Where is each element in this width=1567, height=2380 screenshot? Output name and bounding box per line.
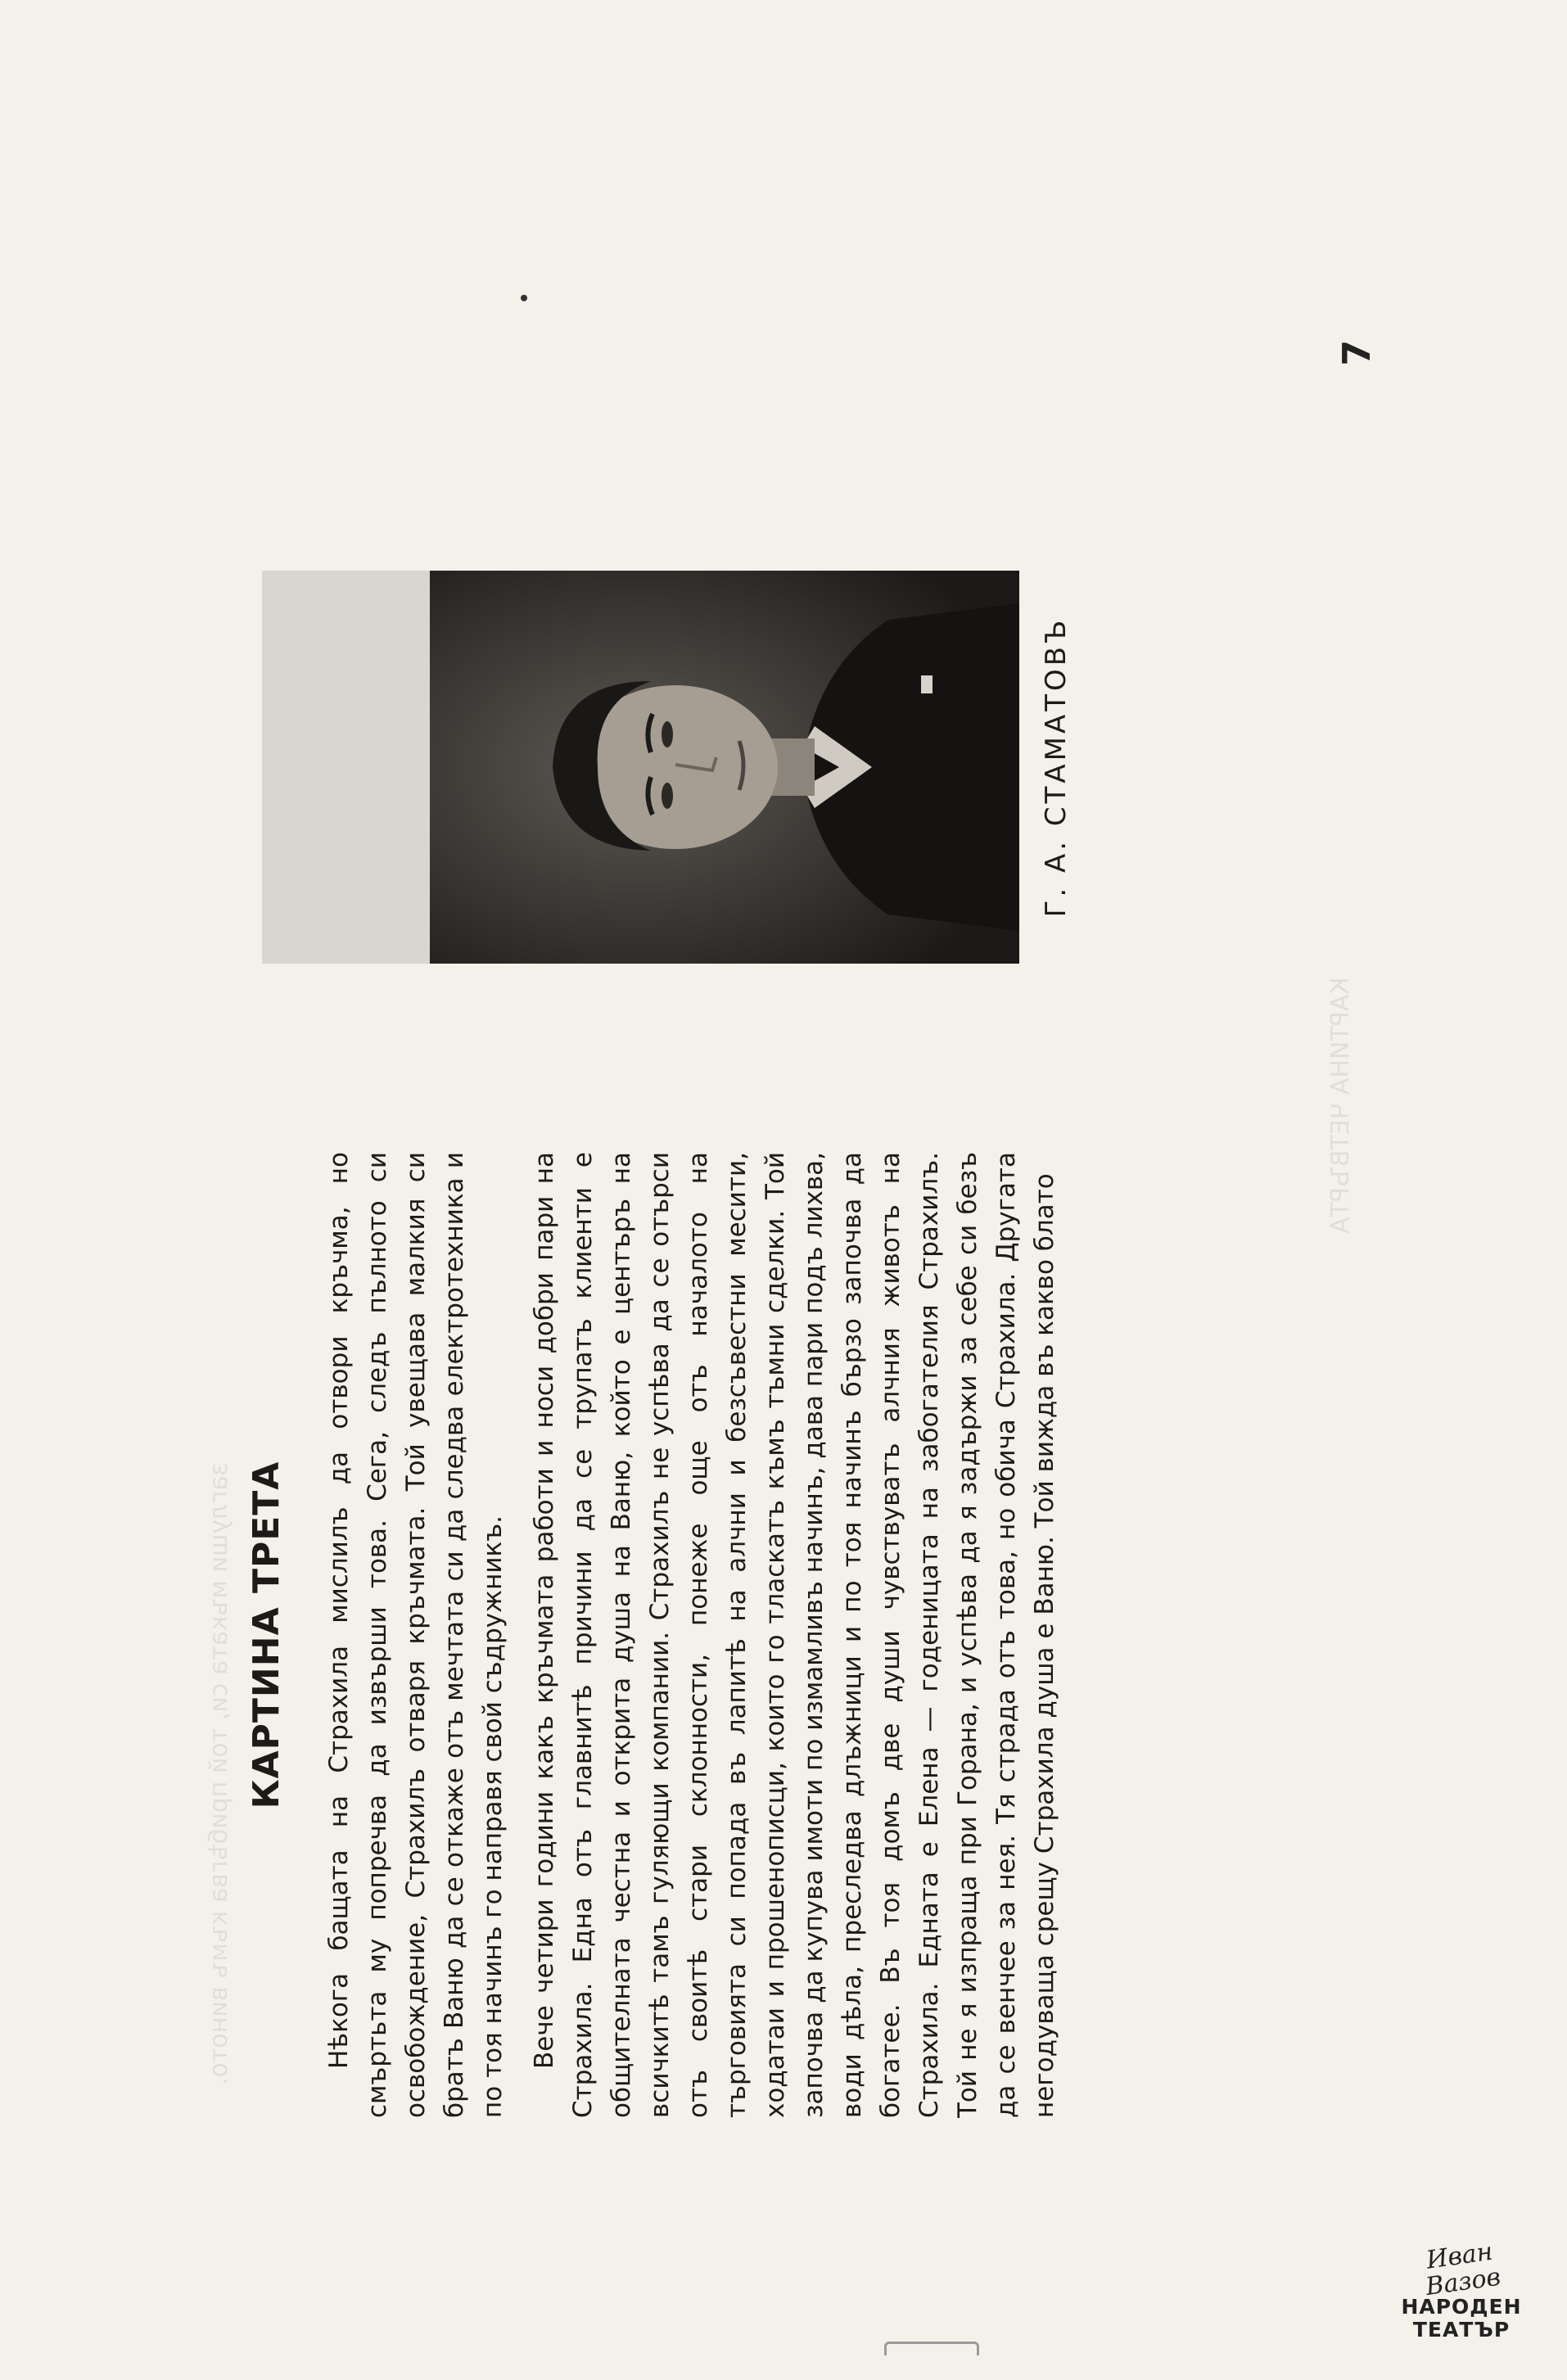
actor-portrait (430, 571, 1019, 964)
page-number: 7 (1334, 339, 1379, 366)
photo-show-through (262, 571, 430, 964)
logo-line-2: ТЕАТЪР (1412, 2318, 1511, 2342)
show-through-text: заглуши мъката си, той прибѣгва къмъ виното. (205, 1462, 233, 2085)
logo-line-1: НАРОДЕН (1401, 2295, 1522, 2319)
article-heading: КАРТИНА ТРЕТА (246, 1461, 287, 1809)
article-paragraph-1: Нѣкога бащата на Страхила мислилъ да отвори кръчма, но смъртьта му попречва да извърши това. Сега, следъ пълното си освобождение, Страхилъ отваря кръчмата. Той увещава малкия си братъ Ваню да се откаже отъ мечтата си да следва електротехника и по тоя начинъ го направя свой съдружникъ. (324, 1152, 508, 2118)
portrait-image (430, 571, 1019, 964)
staple (884, 2342, 979, 2355)
national-theatre-logo (1392, 2237, 1531, 2342)
logo-signature: Иван Вазов (1424, 2237, 1503, 2302)
show-through-text: КАРТИНА ЧЕТВЪРТА (1326, 977, 1355, 1234)
portrait-caption: Г. А. СТАМАТОВЪ (1040, 616, 1073, 918)
article-paragraph-2: Вече четири години какъ кръчмата работи и носи добри пари на Страхила. Една отъ главнитѣ причини да се трупатъ клиенти е общителната честна и открита душа на Ваню, който е центъръ на всичкитѣ тамъ гуляющи компании. Страхилъ не успѣва да се отърси отъ своитѣ стари склонности, понеже още отъ началото на търговията си попада въ лапитѣ на алчни и безсъвестни месити, ходатаи и прошенописци, които го тласкатъ къмъ тъмни сделки. Той започва да купува имоти по измамливъ начинъ, дава пари подъ лихва, води дѣла, преследва длъжници и по тоя начинъ бързо започва да богатее. Въ тоя домъ две души чувствуватъ алчния животъ на Страхила. Едната е Елена — годеницата на забогателия Страхилъ. Той не я изпраща при Горана, и успѣва да я задържи за себе си безъ да се венчее за нея. Тя страда отъ това, но обича Страхила. Другата негодуваща срещу Страхила душа е Ваню. Той вижда въ какво блато (530, 1152, 1059, 2118)
article-column (246, 1152, 1269, 2118)
